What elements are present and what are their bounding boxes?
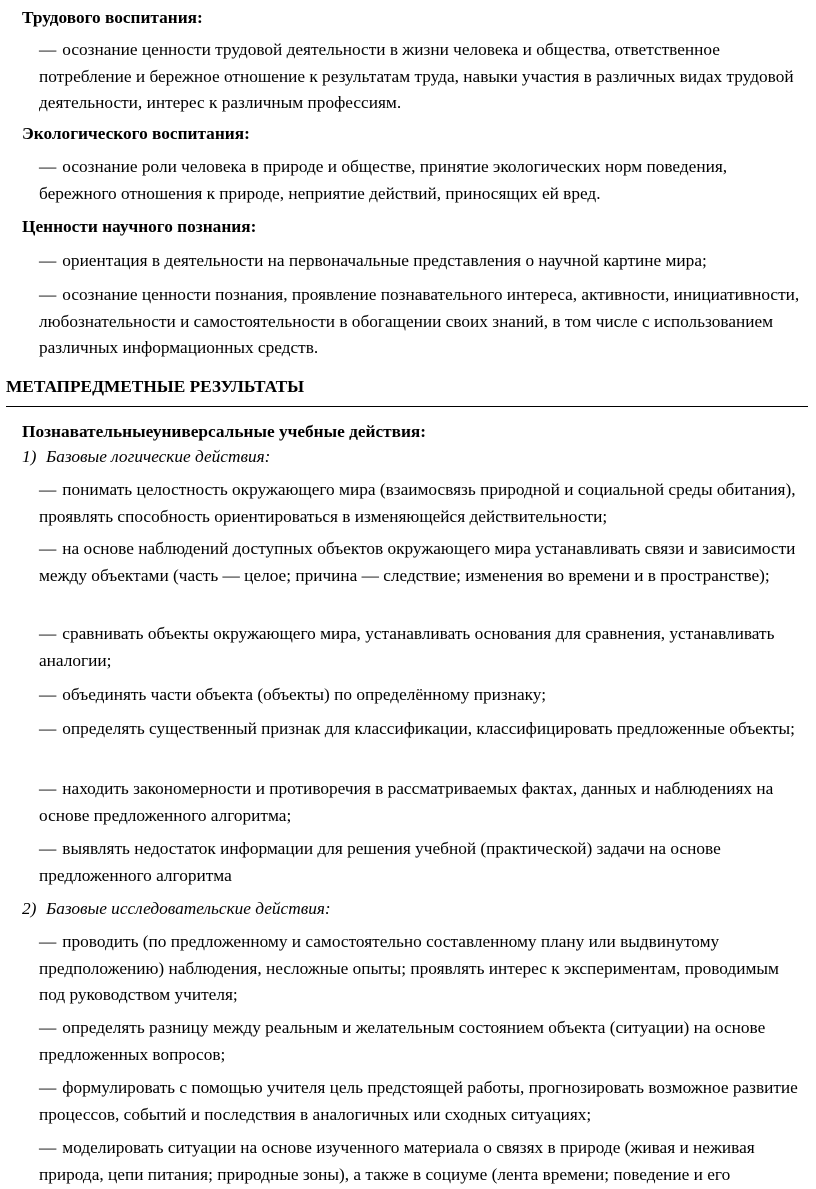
list-item — [39, 477, 802, 530]
list-item — [39, 836, 802, 889]
dash: — — [39, 1078, 57, 1097]
dash: — — [39, 839, 57, 858]
dash: — — [39, 480, 57, 499]
subheading-logical-actions — [22, 444, 816, 471]
list-item-text: на основе наблюдений доступных объектов окружающего мира устанавливать связи и зависимости между объектами (часть — целое; причина — следствие; изменения во времени и в пространстве); — [39, 539, 796, 585]
subheading-text: Базовые логические действия: — [46, 447, 271, 466]
heading-scientific-knowledge: Ценности научного познания: — [22, 217, 257, 236]
list-item — [39, 776, 802, 829]
list-item-text: ориентация в деятельности на первоначальные представления о научной картине мира; — [62, 251, 707, 270]
list-item-text: осознание ценности познания, проявление познавательного интереса, активности, инициативности, любознательности и самостоятельности в обогащении своих знаний, в том числе с использованием различных информационных средств. — [39, 285, 800, 357]
list-item-text: находить закономерности и противоречия в рассматриваемых фактах, данных и наблюдениях на основе предложенного алгоритма; — [39, 779, 774, 825]
subheading-text: Базовые исследовательские действия: — [46, 899, 331, 918]
list-item — [39, 929, 802, 1009]
list-item-text: проводить (по предложенному и самостоятельно составленному плану или выдвинутому предположению) наблюдения, несложные опыты; проявлять интерес к экспериментам, проводимым под руководством учителя; — [39, 932, 779, 1004]
list-item — [39, 1075, 802, 1128]
list-item-text: формулировать с помощью учителя цель предстоящей работы, прогнозировать возможное развитие процессов, событий и последствия в аналогичных или сходных ситуациях; — [39, 1078, 798, 1124]
dash: — — [39, 1018, 57, 1037]
list-item-text: сравнивать объекты окружающего мира, устанавливать основания для сравнения, устанавливать аналогии; — [39, 624, 775, 670]
dash: — — [39, 157, 57, 176]
list-item — [39, 282, 802, 362]
list-item — [39, 1135, 802, 1188]
list-item — [39, 1015, 802, 1068]
list-item-text: определять разницу между реальным и желательным состоянием объекта (ситуации) на основе предложенных вопросов; — [39, 1018, 766, 1064]
list-item-text: осознание роли человека в природе и обществе, принятие экологических норм поведения, бережного отношения к природе, неприятие действий, приносящих ей вред. — [39, 157, 728, 203]
divider — [6, 406, 808, 407]
dash: — — [39, 685, 57, 704]
dash: — — [39, 779, 57, 798]
list-item — [39, 37, 802, 117]
dash: — — [39, 932, 57, 951]
dash: — — [39, 719, 57, 738]
dash: — — [39, 539, 57, 558]
list-item — [39, 621, 802, 674]
dash: — — [39, 40, 57, 59]
list-item-text: определять существенный признак для классификации, классифицировать предложенные объекты; — [62, 719, 795, 738]
list-item-text: осознание ценности трудовой деятельности в жизни человека и общества, ответственное потребление и бережное отношение к результатам труда, навыки участия в различных видах трудовой деятельности, интерес к различным профессиям. — [39, 40, 794, 112]
subheading-research-actions — [22, 896, 816, 923]
dash: — — [39, 1138, 57, 1157]
list-item — [39, 536, 802, 589]
heading-ecological-education: Экологического воспитания: — [22, 124, 250, 143]
list-item-text: объединять части объекта (объекты) по определённому признаку; — [62, 685, 546, 704]
list-item-text: моделировать ситуации на основе изученного материала о связях в природе (живая и неживая природа, цепи питания; природные зоны), а также в социуме (лента времени; поведение и его — [39, 1138, 755, 1184]
list-item — [39, 248, 802, 275]
list-item — [39, 716, 802, 743]
section-title: МЕТАПРЕДМЕТНЫЕ РЕЗУЛЬТАТЫ — [6, 377, 305, 396]
heading-cognitive-actions: Познавательныеуниверсальные учебные действия: — [22, 422, 427, 441]
subheading-number: 2) — [22, 899, 37, 918]
dash: — — [39, 251, 57, 270]
dash: — — [39, 285, 57, 304]
list-item — [39, 154, 802, 207]
heading-labor-education: Трудового воспитания: — [22, 8, 203, 27]
list-item-text: понимать целостность окружающего мира (взаимосвязь природной и социальной среды обитания), проявлять способность ориентироваться в изменяющейся действительности; — [39, 480, 796, 526]
subheading-number: 1) — [22, 447, 37, 466]
dash: — — [39, 624, 57, 643]
list-item — [39, 682, 802, 709]
list-item-text: выявлять недостаток информации для решения учебной (практической) задачи на основе предложенного алгоритма — [39, 839, 721, 885]
